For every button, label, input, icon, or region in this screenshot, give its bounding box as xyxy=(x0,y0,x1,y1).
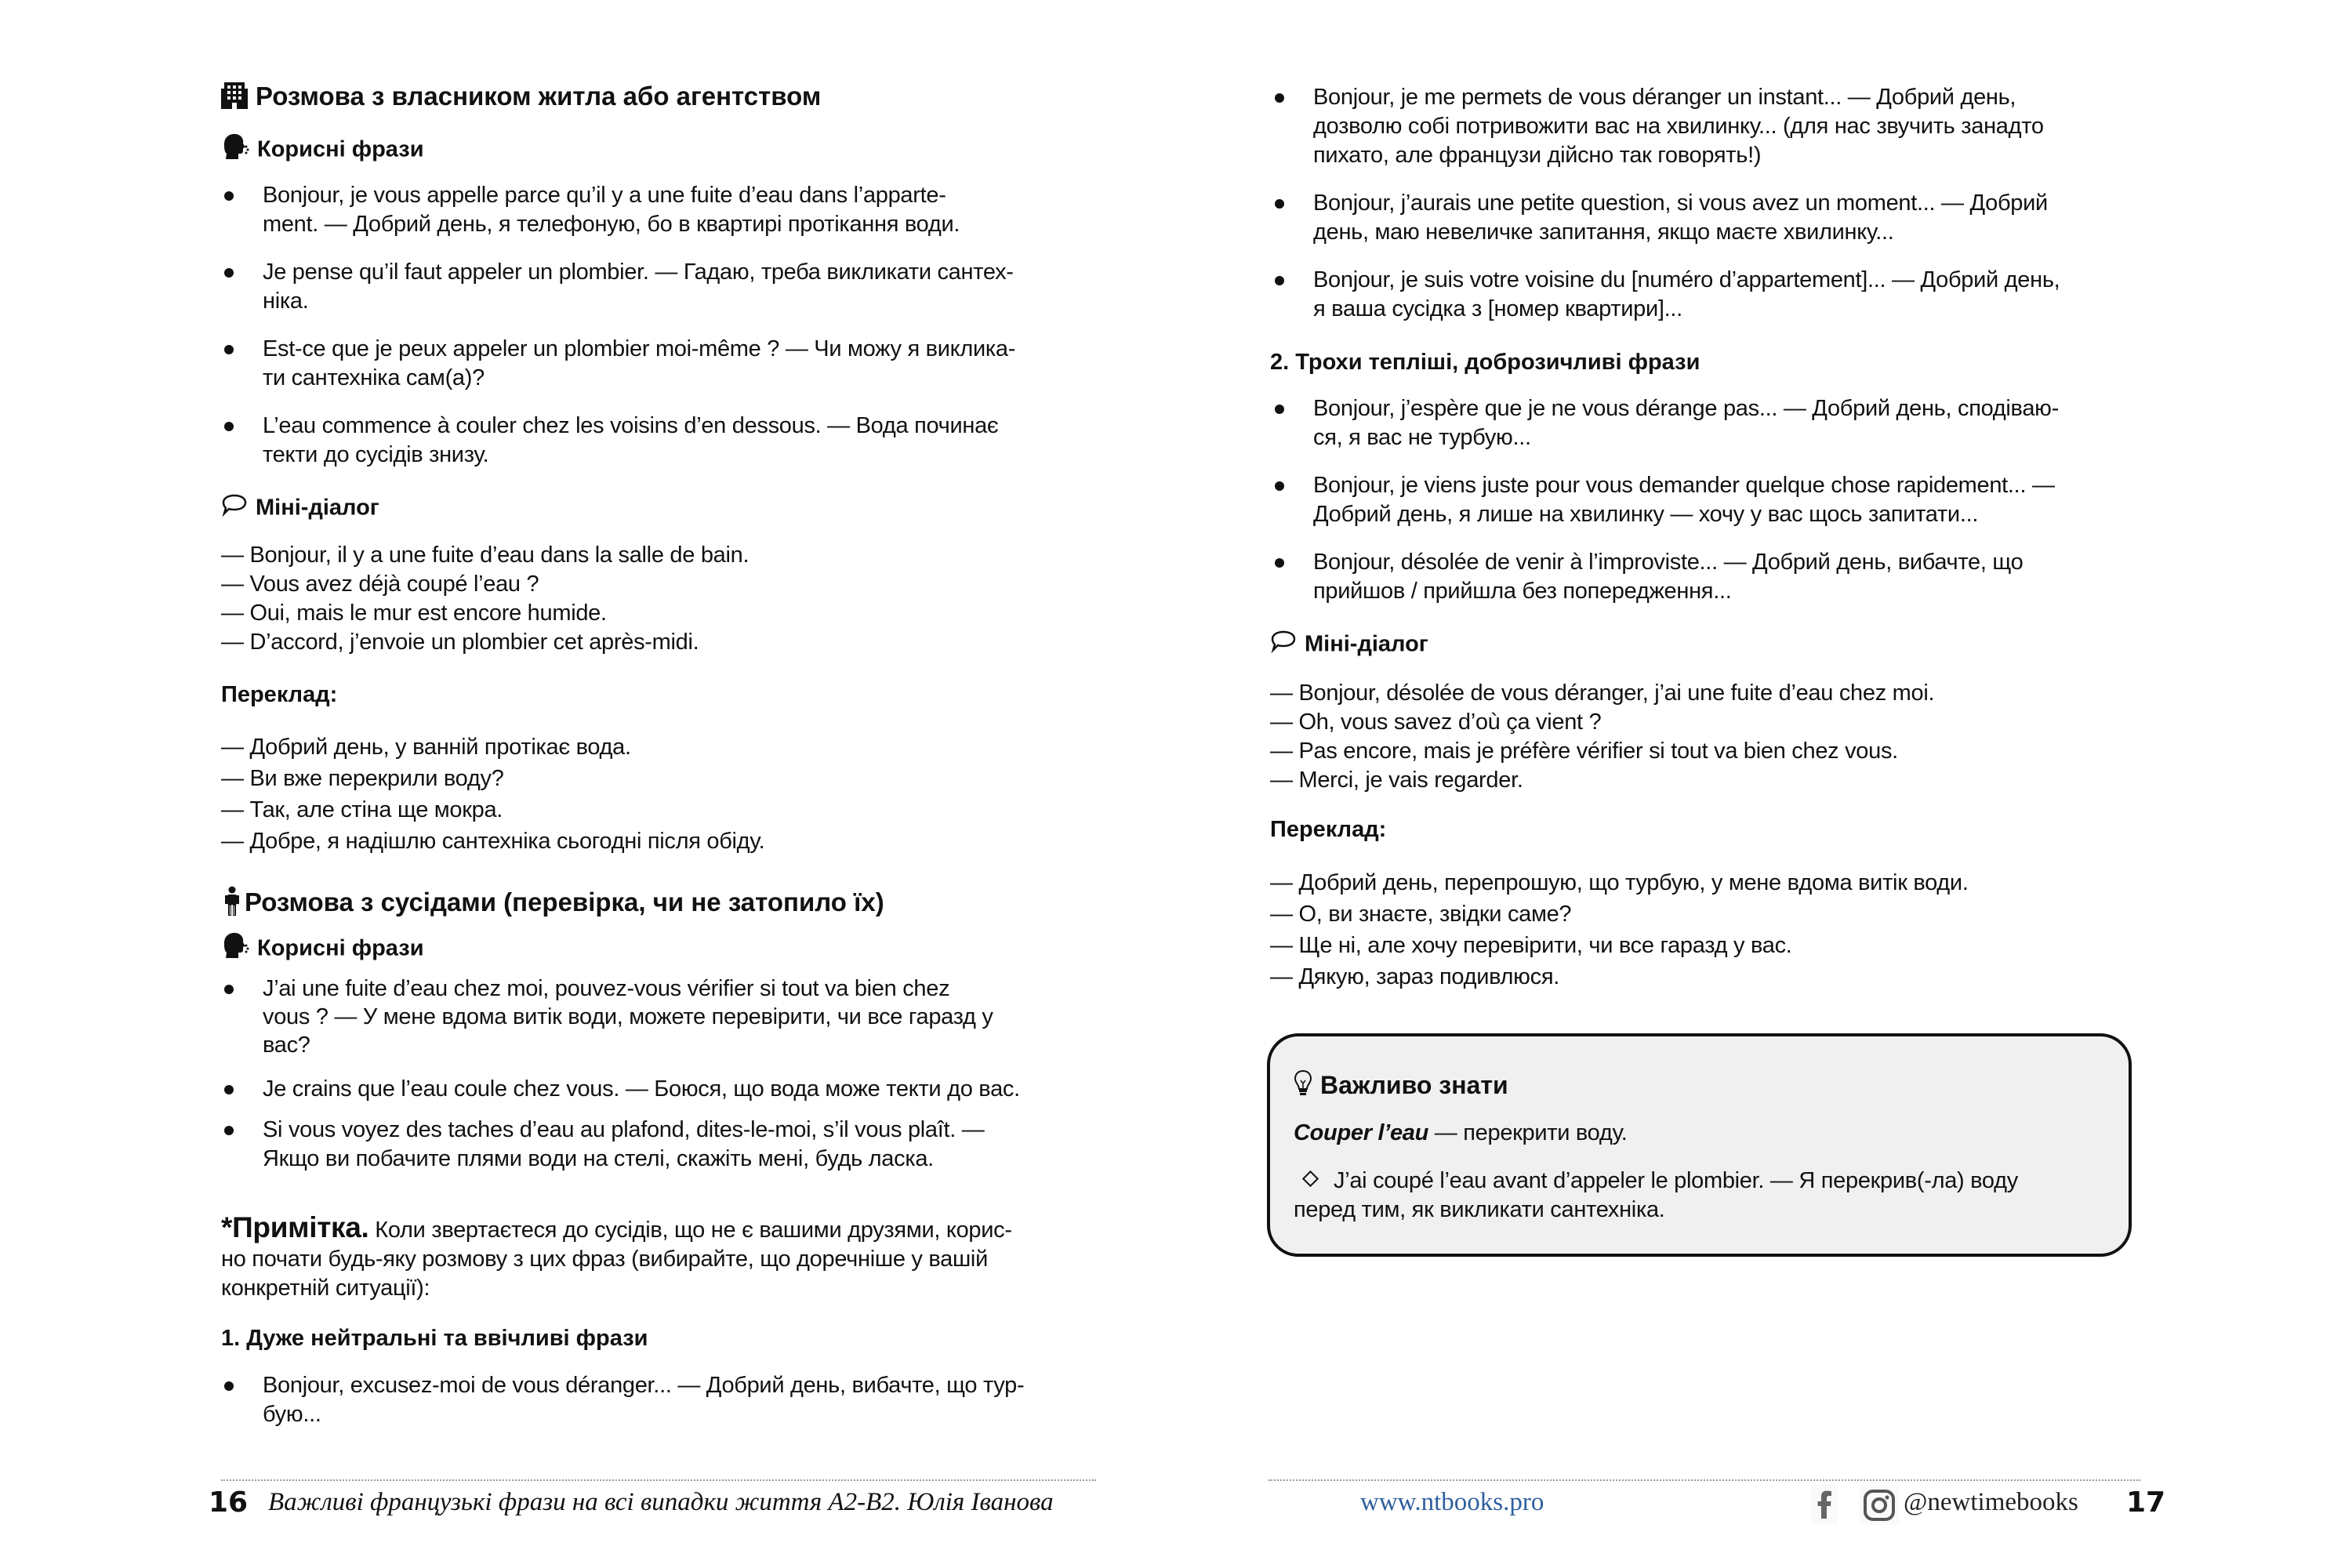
bullet-dot xyxy=(1275,405,1284,414)
lightbulb-icon xyxy=(1294,1069,1312,1105)
bullet-dot xyxy=(1275,481,1284,491)
list-item: Bonjour, désolée de venir à l’improviste... — Добрий день, вибачте, що прийшов / прийшла без попередження... xyxy=(1313,550,2024,604)
tip-term-line: Couper l’eau — перекрити воду. xyxy=(1294,1120,1628,1145)
page-number: 16 xyxy=(209,1486,249,1519)
bullet-dot xyxy=(1275,93,1284,103)
list-item: Je pense qu’il faut appeler un plombier. — Гадаю, треба викликати сантех- ніка. xyxy=(263,260,1014,314)
tip-box xyxy=(1267,1033,2132,1257)
bullet-dot xyxy=(1275,276,1284,285)
bullet-dot xyxy=(1275,199,1284,209)
tip-example: J’ai coupé l’eau avant d’appeler le plombier. — Я перекрив(-ла) воду перед тим, як викликати сантехніка. xyxy=(1294,1168,2018,1222)
bullet-dot xyxy=(1275,558,1284,568)
useful-phrases-heading: Корисні фрази xyxy=(221,932,424,967)
translation-heading: Переклад: xyxy=(1270,817,1387,842)
mini-dialog-heading: Міні-діалог xyxy=(1270,630,1428,661)
list-item: Je crains que l’eau coule chez vous. — Боюся, що вода може текти до вас. xyxy=(263,1076,1020,1102)
section-title: Розмова з власником житла або агентством xyxy=(256,82,822,111)
footer-rule xyxy=(1269,1479,2140,1481)
list-item: Bonjour, j’espère que je ne vous dérange pas... — Добрий день, сподіваю- ся, я вас не турбую... xyxy=(1313,396,2059,450)
list-item: Bonjour, excusez-moi de vous déranger... — Добрий день, вибачте, що тур- бую... xyxy=(263,1373,1025,1427)
list-item: Bonjour, je viens juste pour vous demander quelque chose rapidement... — Добрий день, я лише на хвилинку — хочу у вас щось запитати... xyxy=(1313,473,2055,527)
facebook-icon[interactable] xyxy=(1811,1484,1838,1525)
translation-heading: Переклад: xyxy=(221,682,338,707)
website-link[interactable]: www.ntbooks.pro xyxy=(1360,1488,1544,1516)
group2-heading: 2. Трохи тепліші, доброзичливі фрази xyxy=(1270,350,1700,375)
mini-dialog-lines: — Bonjour, il y a une fuite d’eau dans la salle de bain. — Vous avez déjà coupé l’eau ? — Oui, mais le mur est encore humide. — D’accord, j’envoie un plombier cet après-midi. xyxy=(221,543,750,655)
list-item: J’ai une fuite d’eau chez moi, pouvez-vous vérifier si tout va bien chez vous ? — У мене вдома витік води, можете перевірити, чи все гаразд у вас? xyxy=(263,976,993,1058)
list-item: L’eau commence à couler chez les voisins d’en dessous. — Вода починає текти до сусідів знизу. xyxy=(263,413,999,467)
book-title: Важливі французькі фрази на всі випадки життя А2-В2. Юлія Іванова xyxy=(268,1488,1054,1516)
speech-bubble-icon xyxy=(1270,630,1297,661)
list-item: Bonjour, je suis votre voisine du [numéro d’appartement]... — Добрий день, я ваша сусідка з [номер квартири]... xyxy=(1313,267,2060,321)
page-number: 17 xyxy=(2126,1486,2166,1519)
instagram-icon[interactable] xyxy=(1860,1486,1899,1525)
list-item: Bonjour, je vous appelle parce qu’il y a une fuite d’eau dans l’apparte- ment. — Добрий день, я телефоную, бо в квартирі протікання води. xyxy=(263,183,960,237)
tip-term: Couper l’eau xyxy=(1294,1120,1429,1145)
group1-heading: 1. Дуже нейтральні та ввічливі фрази xyxy=(221,1326,648,1351)
note-lead: *Примітка. xyxy=(221,1211,369,1243)
section-heading-neighbours: Розмова з сусідами (перевірка, чи не затопило їх) xyxy=(224,886,884,923)
translation-lines: — Добрий день, перепрошую, що турбую, у мене вдома витік води. — О, ви знаєте, звідки саме? — Ще ні, але хочу перевірити, чи все гаразд у вас. — Дякую, зараз подивлюся. xyxy=(1270,870,1969,989)
list-item: Bonjour, j’aurais une petite question, si vous avez un moment... — Добрий день, маю невеличке запитання, якщо маєте хвилинку... xyxy=(1313,191,2048,245)
list-item: Si vous voyez des taches d’eau au plafond, dites-le-moi, s’il vous plaît. — Якщо ви побачите плями води на стелі, скажіть мені, будь ласка. xyxy=(263,1117,985,1171)
list-item: Bonjour, je me permets de vous déranger un instant... — Добрий день, дозволю собі потривожити вас на хвилинку... (для нас звучить занадто пихато, але французи дійсно так говорять!) xyxy=(1313,85,2044,168)
list-item: Est-ce que je peux appeler un plombier moi-même ? — Чи можу я виклика- ти сантехніка сам(а)? xyxy=(263,336,1016,390)
mini-dialog-lines: — Bonjour, désolée de vous déranger, j’ai une fuite d’eau chez moi. — Oh, vous savez d’où ça vient ? — Pas encore, mais je préfère vérifier si tout va bien chez vous. — Merci, je vais regarder. xyxy=(1270,681,1935,793)
translation-lines: — Добрий день, у ванній протікає вода. — Ви вже перекрили воду? — Так, але стіна ще мокра. — Добре, я надішлю сантехніка сьогодні після обіду. xyxy=(221,735,765,854)
social-handle[interactable]: @newtimebooks xyxy=(1904,1488,2078,1516)
note-paragraph: *Примітка. Коли звертаєтеся до сусідів, що не є вашими друзями, корис- но почати будь-яку розмову з цих фраз (вибирайте, що доречніше у вашій конкретній ситуації): xyxy=(221,1211,1012,1301)
mini-dialog-heading: Міні-діалог xyxy=(221,493,379,524)
diamond-outline-icon xyxy=(1302,1171,1319,1187)
tip-box-heading: Важливо знати xyxy=(1294,1069,1508,1105)
useful-phrases-heading: Корисні фрази xyxy=(221,133,424,168)
